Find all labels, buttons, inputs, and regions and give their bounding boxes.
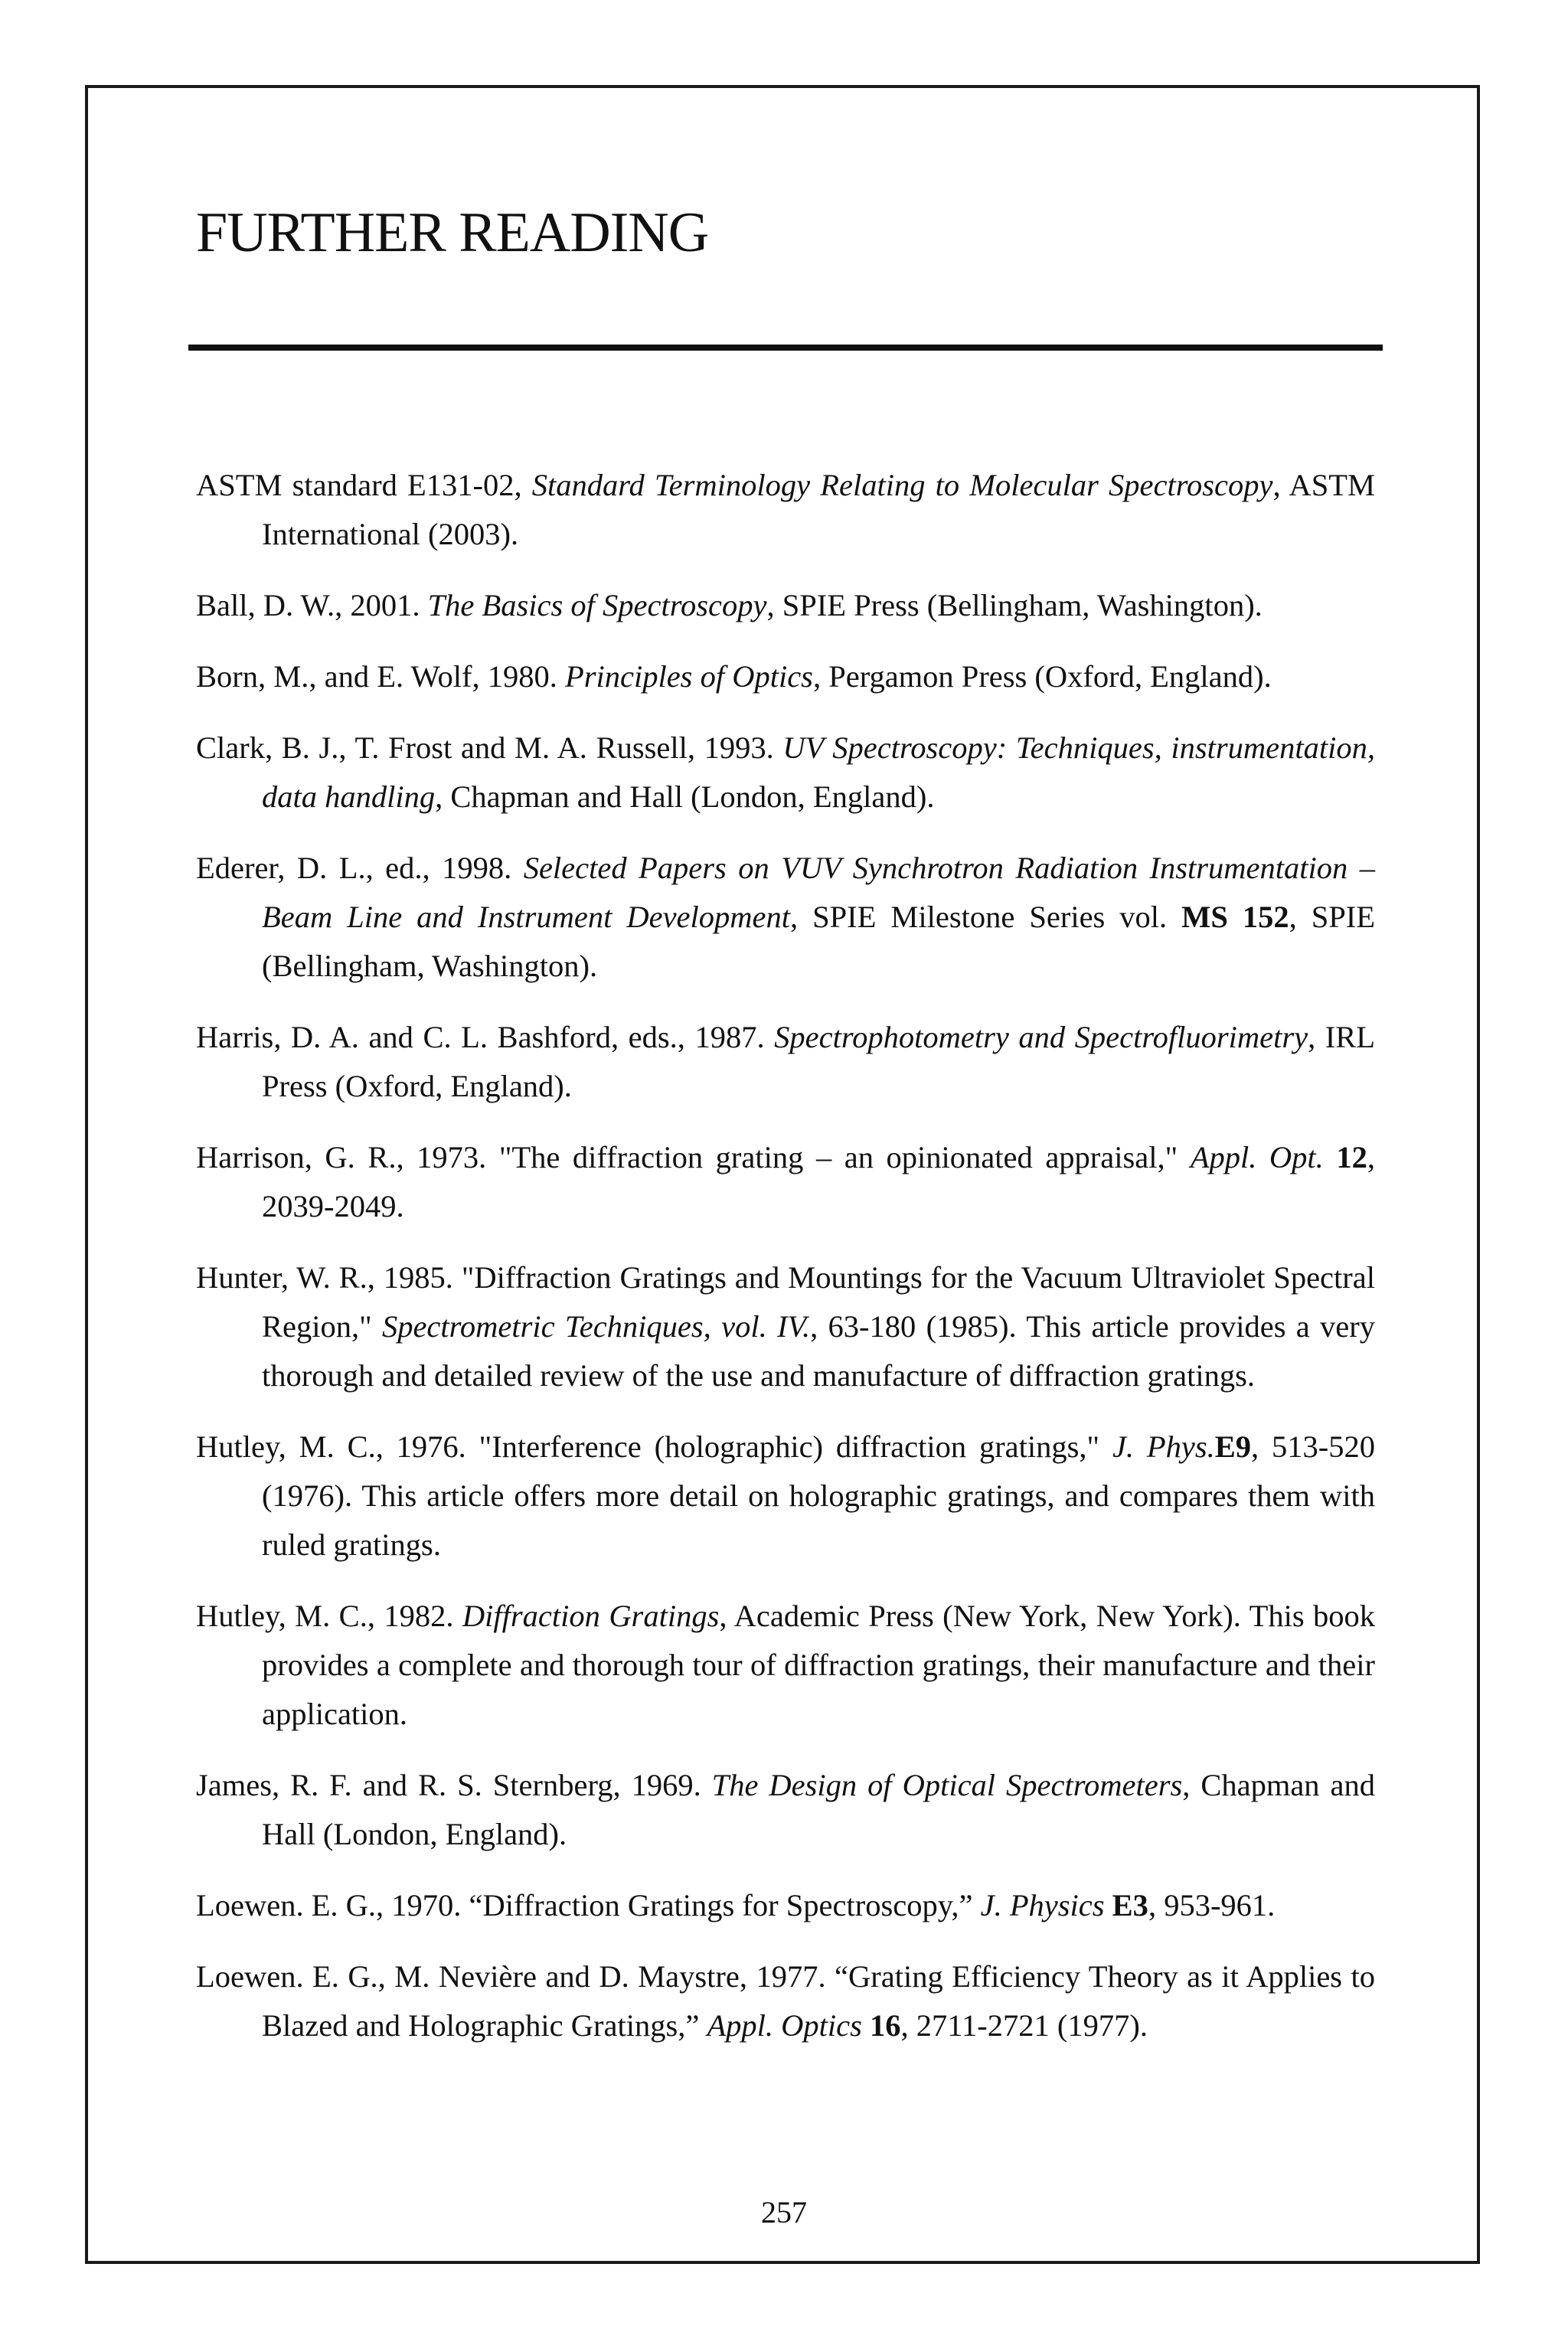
- reference-author: Harris, D. A. and C. L. Bashford, eds., 1987.: [196, 1020, 775, 1054]
- reference-title: Standard Terminology Relating to Molecular Spectroscopy: [531, 468, 1273, 502]
- reference-item: [196, 1761, 1375, 1859]
- reference-title: The Basics of Spectroscopy: [427, 588, 767, 622]
- reference-tail: , 2039-2049.: [262, 1140, 1375, 1223]
- reference-author: Loewen. E. G., M. Nevière and D. Maystre, 1977. “Grating Efficiency Theory as it Applies to Blazed and Holographic Gratings,”: [196, 1959, 1375, 2043]
- reference-author: Hutley, M. C., 1976. "Interference (holographic) diffraction gratings,": [196, 1429, 1112, 1464]
- reference-tail: , 953-961.: [1148, 1888, 1276, 1922]
- reference-details: , Chapman and Hall (London, England).: [435, 779, 935, 814]
- reference-title: Spectrophotometry and Spectrofluorimetry: [774, 1020, 1308, 1054]
- reference-author: Ball, D. W., 2001.: [196, 588, 428, 622]
- reference-details: , IRL Press (Oxford, England).: [262, 1020, 1375, 1103]
- reference-title: J. Phys.: [1112, 1429, 1215, 1464]
- reference-item: [196, 1881, 1375, 1930]
- reference-details: , SPIE Press (Bellingham, Washington).: [766, 588, 1263, 622]
- reference-item: [196, 724, 1375, 822]
- reference-list: [196, 461, 1375, 2050]
- reference-item: [196, 1592, 1375, 1739]
- reference-details: , Pergamon Press (Oxford, England).: [812, 659, 1272, 694]
- reference-item: [196, 1952, 1375, 2050]
- reference-title: Selected Papers on VUV Synchrotron Radiation Instrumentation – Beam Line and Instrument Development: [262, 851, 1375, 934]
- reference-title: The Design of Optical Spectrometers: [711, 1768, 1183, 1802]
- reference-tail: , SPIE (Bellingham, Washington).: [262, 900, 1376, 983]
- reference-item: [196, 461, 1375, 559]
- reference-title: UV Spectroscopy: Techniques, instrumentation, data handling: [262, 730, 1376, 814]
- reference-item: [196, 1133, 1375, 1231]
- reference-author: Hunter, W. R., 1985. "Diffraction Gratings and Mountings for the Vacuum Ultraviolet Spectral Region,": [196, 1260, 1375, 1344]
- reference-author: Loewen. E. G., 1970. “Diffraction Gratings for Spectroscopy,”: [196, 1888, 981, 1922]
- reference-author: James, R. F. and R. S. Sternberg, 1969.: [196, 1768, 712, 1802]
- reference-item: [196, 844, 1375, 991]
- page-number: 257: [761, 2195, 807, 2230]
- reference-title: Appl. Optics: [707, 2008, 862, 2043]
- reference-volume: E3: [1112, 1888, 1148, 1922]
- reference-item: [196, 1423, 1375, 1570]
- reference-author: Born, M., and E. Wolf, 1980.: [196, 659, 565, 694]
- reference-author: Hutley, M. C., 1982.: [196, 1599, 462, 1633]
- reference-tail: , 513-520 (1976). This article offers more detail on holographic gratings, and compares them with ruled gratings.: [262, 1429, 1375, 1562]
- reference-item: [196, 652, 1375, 701]
- reference-details: , ASTM International (2003).: [262, 468, 1375, 551]
- reference-details: [1105, 1888, 1112, 1922]
- reference-author: Harrison, G. R., 1973. "The diffraction grating – an opinionated appraisal,": [196, 1140, 1191, 1174]
- reference-author: Ederer, D. L., ed., 1998.: [196, 851, 524, 885]
- reference-details: , Academic Press (New York, New York). This book provides a complete and thorough tour of diffraction gratings, their manufacture and their application.: [262, 1599, 1375, 1731]
- reference-title: Diffraction Gratings: [462, 1599, 720, 1633]
- reference-author: Clark, B. J., T. Frost and M. A. Russell, 1993.: [196, 730, 783, 765]
- reference-details: [862, 2008, 870, 2043]
- title-rule: [188, 345, 1383, 351]
- reference-details: , Chapman and Hall (London, England).: [262, 1768, 1375, 1851]
- reference-title: J. Physics: [980, 1888, 1105, 1922]
- page-title: FURTHER READING: [196, 201, 709, 264]
- reference-author: ASTM standard E131-02,: [196, 468, 532, 502]
- reference-volume: 16: [870, 2008, 901, 2043]
- reference-details: [1324, 1140, 1337, 1174]
- reference-item: [196, 1013, 1375, 1111]
- reference-title: Principles of Optics: [564, 659, 813, 694]
- reference-volume: E9: [1214, 1429, 1252, 1464]
- reference-item: [196, 581, 1375, 630]
- reference-volume: 12: [1336, 1140, 1367, 1174]
- reference-title: Spectrometric Techniques, vol. IV.: [381, 1309, 811, 1344]
- reference-item: [196, 1253, 1375, 1400]
- reference-tail: , 2711-2721 (1977).: [900, 2008, 1148, 2043]
- reference-title: Appl. Opt.: [1190, 1140, 1324, 1174]
- reference-details: , SPIE Milestone Series vol.: [790, 900, 1182, 934]
- reference-volume: MS 152: [1181, 900, 1289, 934]
- reference-details: , 63-180 (1985). This article provides a very thorough and detailed review of the use and manufacture of diffraction gratings.: [262, 1309, 1375, 1393]
